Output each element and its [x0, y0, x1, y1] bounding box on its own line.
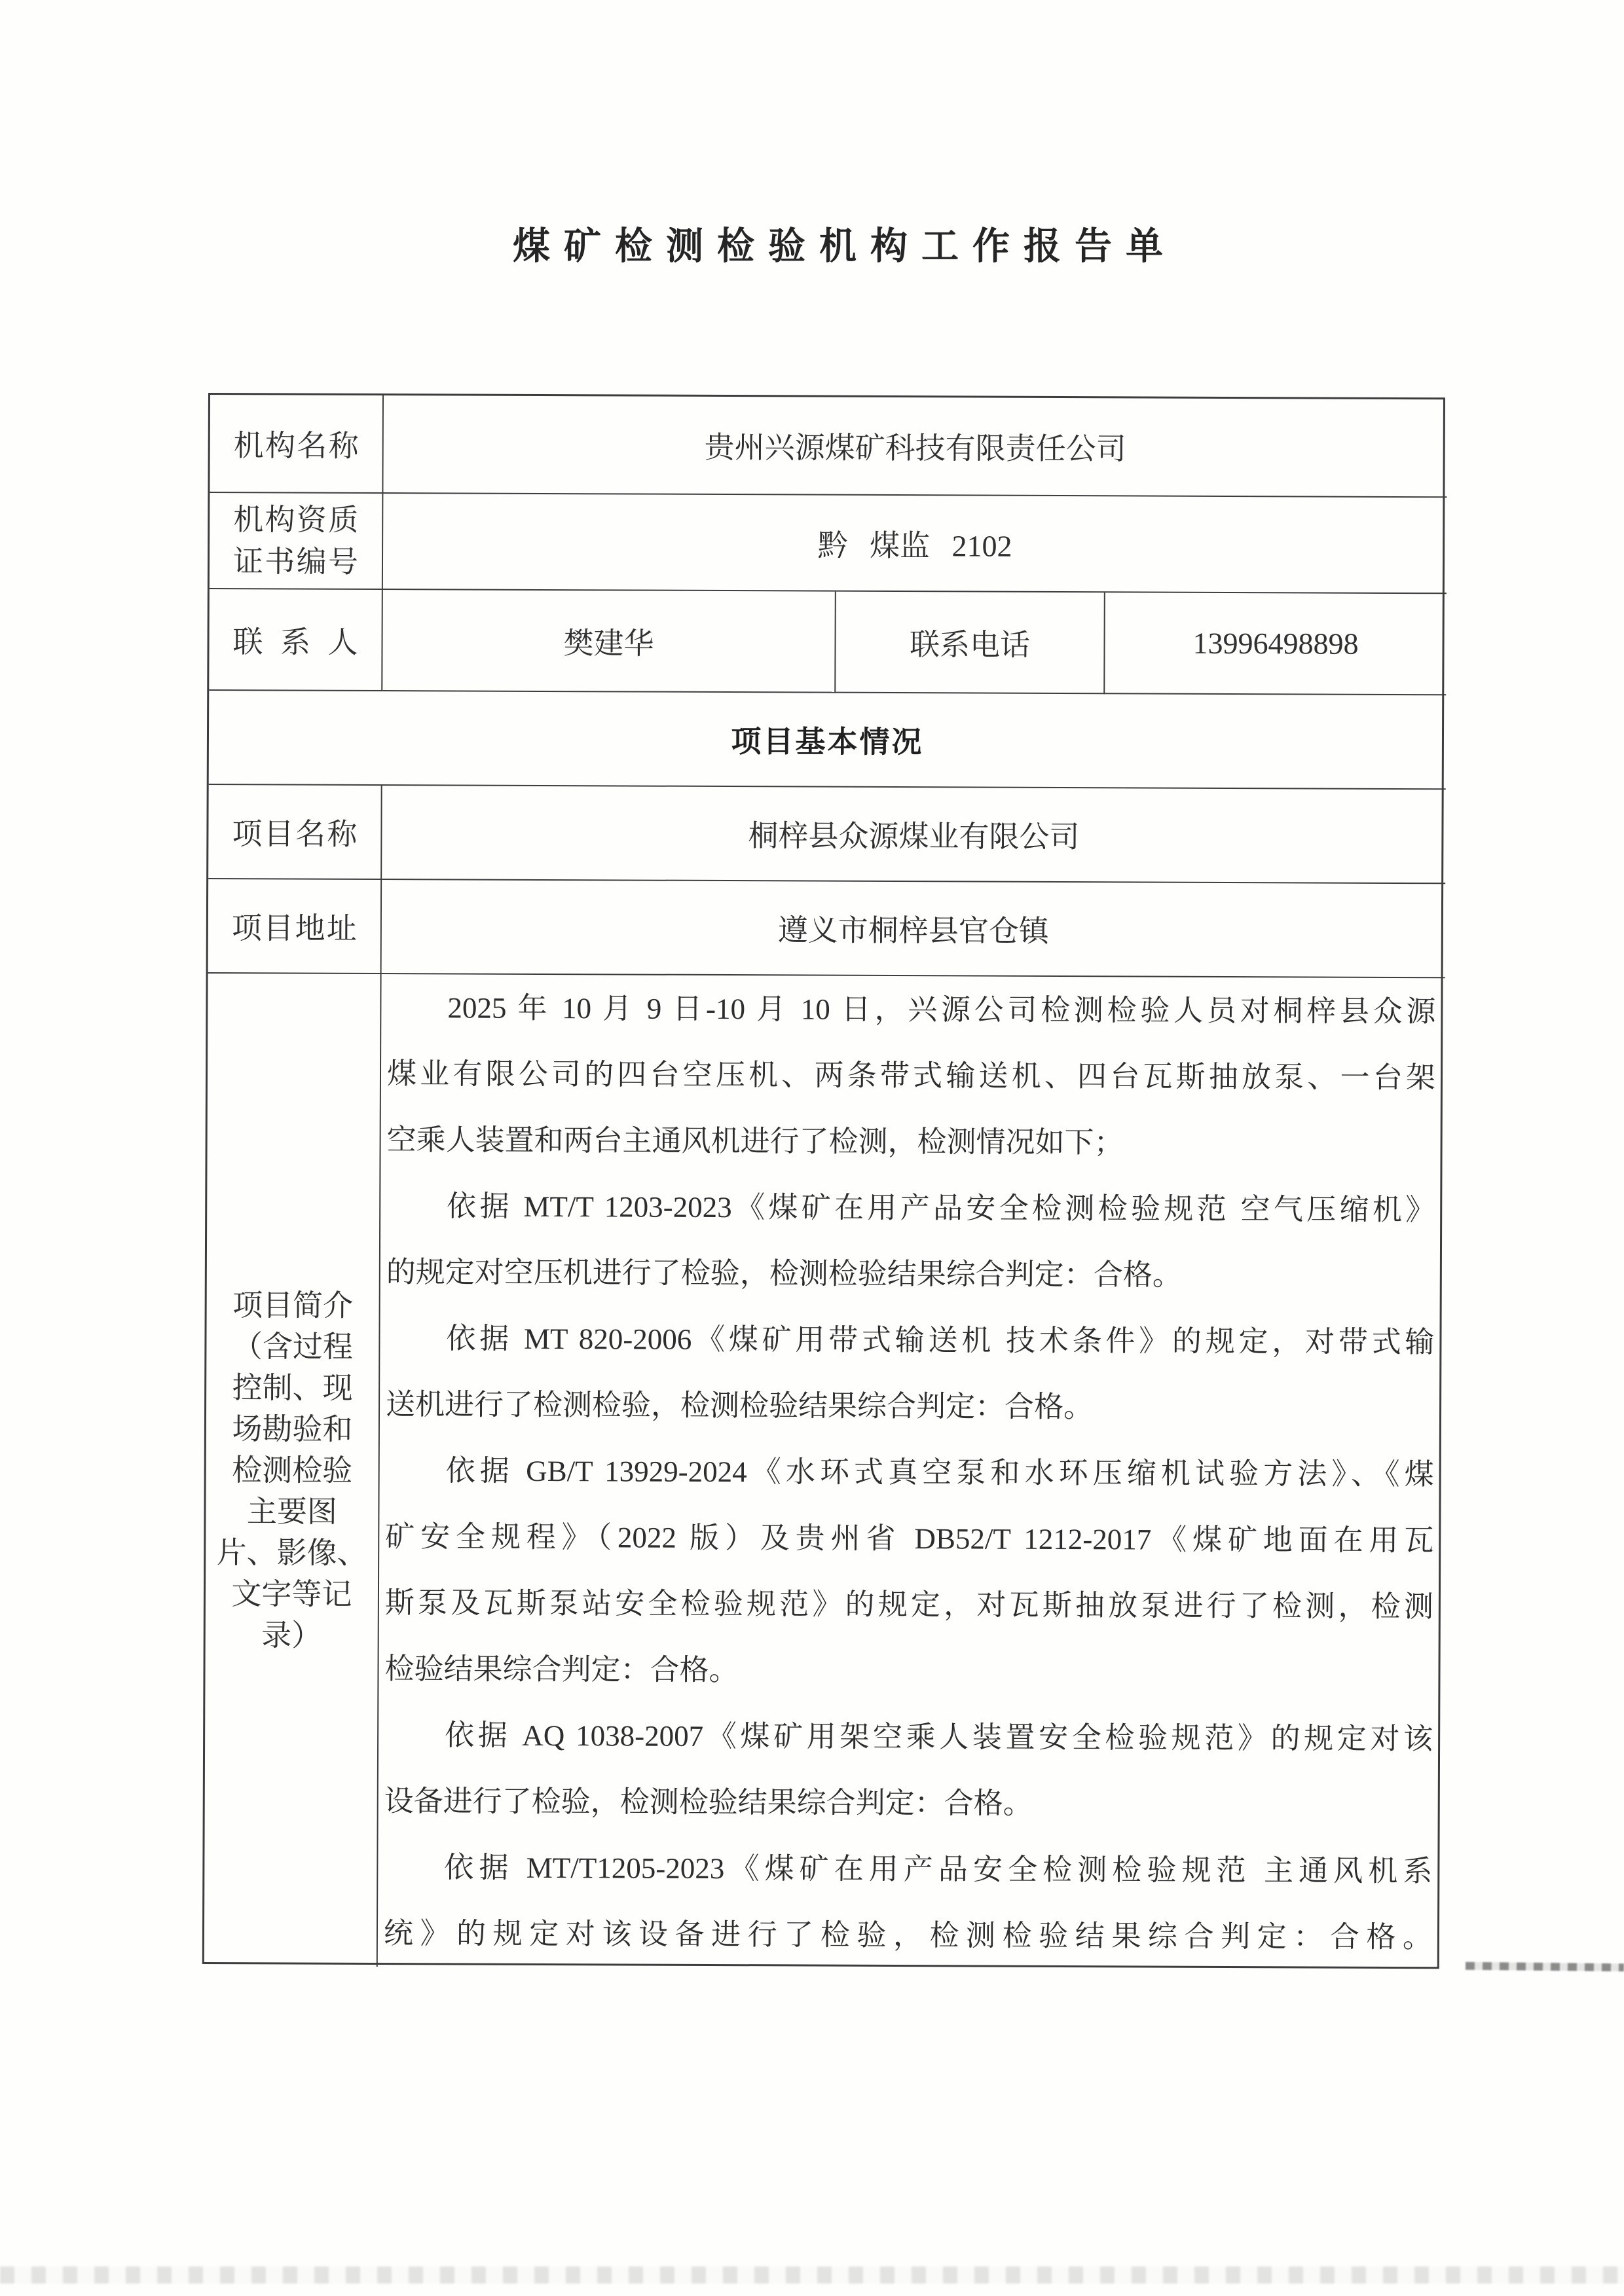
project-intro-text-line: 依据 AQ 1038-2007《煤矿用架空乘人装置安全检验规范》的规定对该 — [445, 1719, 1433, 1756]
phone-label-cell — [836, 592, 1105, 695]
project-name-label-cell — [208, 785, 382, 880]
project-intro-label-line: 录） — [261, 1618, 322, 1652]
project-intro-text-line: 依据 MT/T 1203-2023《煤矿在用产品安全检测检验规范 空气压缩机》 — [447, 1190, 1435, 1227]
project-intro-label — [206, 1285, 379, 1656]
project-addr-value: 遵义市桐梓县官仓镇 — [777, 913, 1049, 948]
cert-no-label-line2: 证书编号 — [232, 544, 359, 579]
project-intro-label-line: 项目简介 — [232, 1288, 354, 1322]
project-intro-content-cell — [378, 974, 1445, 1971]
cert-no-value: 黔 煤监 2102 — [817, 528, 1012, 563]
contact-label-cell — [209, 589, 383, 691]
section-header-cell — [209, 691, 1447, 790]
phone-label: 联系电话 — [909, 627, 1031, 662]
project-addr-value-cell — [382, 880, 1446, 978]
cert-no-label — [210, 499, 382, 583]
project-intro-text-line: 依据 MT/T1205-2023《煤矿在用产品安全检测检验规范 主通风机系 — [444, 1851, 1433, 1888]
project-intro-text-line: 2025 年 10 月 9 日-10 月 10 日，兴源公司检测检验人员对桐梓县众源 — [447, 991, 1436, 1029]
org-name-label-cell — [210, 395, 384, 494]
project-intro-content — [378, 974, 1445, 1971]
project-intro-text-line: 矿安全规程》（2022 版）及贵州省 DB52/T 1212-2017《煤矿地面在用瓦 — [385, 1520, 1434, 1558]
project-intro-label-line: 主要图 — [246, 1494, 338, 1529]
scan-artifact-bottom-band — [0, 2267, 1624, 2284]
project-intro-text-line: 煤业有限公司的四台空压机、两条带式输送机、四台瓦斯抽放泵、一台架 — [386, 1057, 1436, 1095]
project-name-label: 项目名称 — [232, 817, 358, 851]
project-intro-text-line: 统》的规定对该设备进行了检验，检测检验结果综合判定：合格。 — [383, 1917, 1433, 1954]
project-addr-label-cell — [208, 879, 382, 974]
project-name-value-cell — [382, 786, 1446, 884]
cert-no-label-cell — [210, 493, 384, 590]
contact-label: 联系人 — [232, 625, 358, 659]
report-table — [202, 393, 1445, 1969]
project-intro-label-cell — [204, 974, 382, 1967]
cert-no-value-cell — [383, 494, 1447, 594]
project-intro-text-line: 空乘人装置和两台主通风机进行了检测，检测情况如下； — [386, 1123, 1124, 1159]
project-intro-text-line: 检验结果综合判定：合格。 — [384, 1652, 739, 1687]
section-header-text: 项目基本情况 — [731, 725, 924, 759]
org-name-value: 贵州兴源煤矿科技有限责任公司 — [704, 430, 1126, 466]
project-intro-label-line: 片、影像、 — [216, 1535, 367, 1570]
contact-value-cell — [382, 590, 836, 693]
phone-value: 13996498898 — [1192, 626, 1359, 661]
project-name-value: 桐梓县众源煤业有限公司 — [748, 819, 1080, 854]
project-intro-label-line: （含过程 — [232, 1329, 354, 1364]
project-intro-text-line: 送机进行了检测检验，检测检验结果综合判定：合格。 — [385, 1388, 1094, 1424]
cert-no-label-line1: 机构资质 — [233, 502, 359, 537]
project-intro-text-line: 依据 MT 820-2006《煤矿用带式输送机 技术条件》的规定，对带式输 — [446, 1322, 1435, 1359]
page-title: 煤矿检测检验机构工作报告单 — [513, 225, 1177, 267]
project-intro-label-line: 控制、现 — [232, 1370, 353, 1405]
org-name-value-cell — [383, 395, 1447, 498]
scan-artifact-corner — [1466, 1962, 1624, 1972]
project-intro-text-line: 依据 GB/T 13929-2024《水环式真空泵和水环压缩机试验方法》、《煤 — [445, 1454, 1434, 1491]
phone-value-cell — [1105, 592, 1447, 695]
project-addr-label: 项目地址 — [231, 911, 357, 945]
project-intro-label-line: 文字等记 — [231, 1576, 352, 1611]
org-name-label: 机构名称 — [233, 429, 359, 463]
project-intro-label-line: 场勘验和 — [232, 1412, 353, 1446]
project-intro-text-line: 的规定对空压机进行了检验，检测检验结果综合判定：合格。 — [386, 1256, 1182, 1292]
project-intro-label-line: 检测检验 — [232, 1453, 353, 1487]
project-intro-text-line: 设备进行了检验，检测检验结果综合判定：合格。 — [384, 1785, 1033, 1820]
contact-value: 樊建华 — [563, 626, 654, 661]
project-intro-text-line: 斯泵及瓦斯泵站安全检验规范》的规定，对瓦斯抽放泵进行了检测，检测 — [384, 1586, 1433, 1624]
